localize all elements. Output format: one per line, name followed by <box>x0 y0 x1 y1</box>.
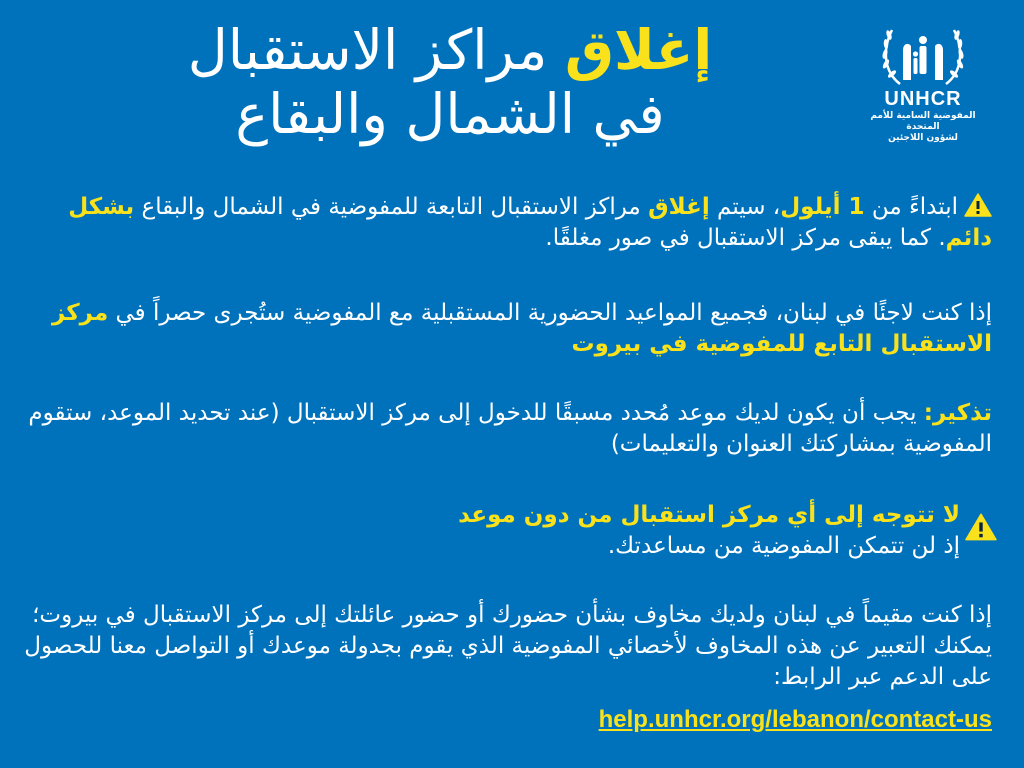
p1-text-g: . كما يبقى مركز الاستقبال في صور مغلقًا. <box>545 225 946 251</box>
logo-subtitle-2: لشؤون اللاجئين <box>888 133 958 143</box>
p4-text: إذ لن تتمكن المفوضية من مساعدتك. <box>607 533 960 559</box>
unhcr-logo <box>858 20 988 150</box>
p1-closure-word: إغلاق <box>648 194 710 220</box>
p2-text-a: إذا كنت لاجئًا في لبنان، فجميع المواعيد الحضورية المستقبلية مع المفوضية ستُجرى حصراً في <box>108 300 992 326</box>
title-line-1-text: مراكز الاستقبال <box>187 18 565 82</box>
p2-beirut-center: مركز الاستقبال التابع للمفوضية في بيروت <box>51 300 992 357</box>
p1-date: 1 أيلول <box>780 194 865 220</box>
title-highlight: إغلاق <box>564 18 713 82</box>
concerns-paragraph: إذا كنت مقيماً في لبنان ولديك مخاوف بشأن حضورك أو حضور عائلتك إلى مركز الاستقبال في بيروت؛ يمكنك التعبير عن هذه المخاوف لأخصائي المفوضية الذي يقوم بجدولة موعدك أو التواصل معنا للحصول على الدعم عبر الرابط: <box>24 602 992 690</box>
p1-text-c: ، سيتم <box>709 194 781 220</box>
logo-brand: UNHCR <box>884 88 962 110</box>
title-line-2: في الشمال والبقاع <box>235 82 665 146</box>
warning-icon <box>965 513 997 541</box>
logo-subtitle-1: المفوضية السامية للأمم المتحدة <box>870 111 976 132</box>
page-title <box>150 18 750 146</box>
p1-text-e: مراكز الاستقبال التابعة للمفوضية في الشمال والبقاع <box>134 194 649 220</box>
p1-permanent: بشكل دائم <box>68 194 992 251</box>
closure-paragraph <box>20 192 992 254</box>
p4-heading: لا تتوجه إلى أي مركز استقبال من دون موعد <box>458 502 960 528</box>
warning-icon <box>964 193 992 217</box>
beirut-paragraph <box>20 298 992 360</box>
reminder-paragraph <box>20 398 992 460</box>
title-line-1 <box>150 18 750 82</box>
no-appointment-warning <box>300 500 960 562</box>
p1-text-a: ابتداءً من <box>864 194 958 220</box>
contact-link[interactable]: help.unhcr.org/lebanon/contact-us <box>598 706 992 733</box>
p3-text-b: يجب أن يكون لديك موعد مُحدد مسبقًا للدخول إلى مركز الاستقبال (عند تحديد الموعد، ستقوم المفوضية بمشاركتك العنوان والتعليمات) <box>28 400 992 457</box>
p3-reminder-label: تذكير: <box>923 400 992 426</box>
unhcr-emblem-icon <box>878 20 968 90</box>
